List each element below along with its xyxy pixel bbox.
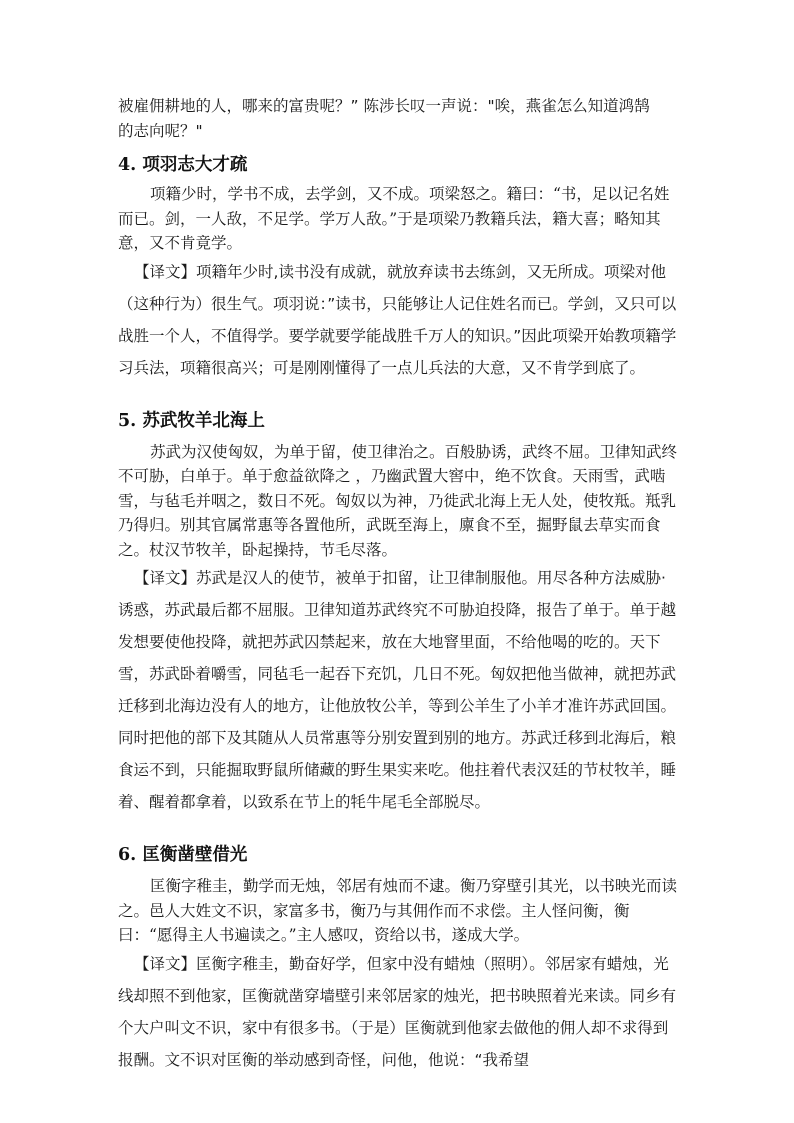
translation-tag: 【译文】	[134, 954, 197, 973]
section-4	[118, 152, 678, 384]
document-page	[118, 94, 678, 1076]
section-heading: 4. 项羽志大才疏	[118, 155, 248, 175]
section-5	[118, 408, 678, 819]
intro-paragraph	[118, 94, 678, 144]
classical-text: 匡衡字稚圭，勤学而无烛，邻居有烛而不逮。衡乃穿壁引其光，以书映光而读之。邑人大姓文不识，家富多书，衡乃与其佣作而不求偿。主人怪问衡，衡曰：“愿得主人书遍读之。”主人感叹，资给以书，遂成大学。	[118, 877, 678, 944]
intro-line-1: 被雇佣耕地的人，哪来的富贵呢？” 陈涉长叹一声说："唉，燕雀怎么知道鸿鹄	[118, 97, 650, 115]
intro-line-2: 的志向呢？"	[118, 122, 203, 140]
section-6	[118, 842, 678, 1076]
section-heading: 5. 苏武牧羊北海上	[118, 410, 265, 431]
translation-tag: 【译文】	[134, 262, 197, 281]
translation-body: 苏武是汉人的使节，被单于扣留，让卫律制服他。用尽各种方法威胁·诱惑，苏武最后都不屈服。卫律知道苏武终究不可胁迫投降，报告了单于。单于越发想要使他投降，就把苏武囚禁起来，放在大地窨里面，不给他喝的吃的。天下雪，苏武卧着嚼雪，同毡毛一起吞下充饥，几日不死。匈奴把他当做神，就把苏武迁移到北海边没有人的地方，让他放牧公羊，等到公羊生了小羊才准许苏武回国。同时把他的部下及其随从人员常惠等分别安置到别的地方。苏武迁移到北海后，粮食运不到，只能掘取野鼠所储藏的野生果实来吃。他拄着代表汉廷的节杖牧羊，睡着、醒着都拿着，以致系在节上的牦牛尾毛全部脱尽。	[118, 569, 677, 811]
translation-text	[118, 562, 678, 818]
translation-body: 匡衡字稚圭，勤奋好学，但家中没有蜡烛（照明）。邻居家有蜡烛，光线却照不到他家，匡衡就凿穿墙壁引来邻居家的烛光，把书映照着光来读。同乡有个大户叫文不识，家中有很多书。（于是）匡衡就到他家去做他的佣人却不求得到报酬。文不识对匡衡的举动感到奇怪，问他，他说：“我希望	[118, 954, 677, 1069]
translation-body: 项籍年少时,读书没有成就，就放弃读书去练剑，又无所成。项梁对他（这种行为）很生气。项羽说：”读书，只能够让人记住姓名而已。学剑，又只可以战胜一个人，不值得学。要学就要学能战胜千万人的知识。”因此项梁开始教项籍学习兵法，项籍很高兴；可是刚刚懂得了一点儿兵法的大意，又不肯学到底了。	[118, 262, 677, 377]
section-heading: 6. 匡衡凿壁借光	[118, 845, 248, 865]
classical-text: 项籍少时，学书不成，去学剑，又不成。项梁怒之。籍曰：“书，足以记名姓而已。剑，一人敌，不足学。学万人敌。”于是项梁乃教籍兵法，籍大喜；略知其意，又不肯竟学。	[118, 185, 670, 252]
translation-text	[118, 256, 678, 384]
translation-tag: 【译文】	[134, 569, 197, 587]
classical-text: 苏武为汉使匈奴，为单于留，使卫律治之。百般胁诱，武终不屈。卫律知武终不可胁，白单于。单于愈益欲降之 ，乃幽武置大窖中，绝不饮食。天雨雪，武啮雪，与毡毛并咽之，数日不死。匈奴以为神，乃徙武北海上无人处，使牧羝。羝乳乃得归。别其官属常惠等各置他所，武既至海上，廪食不至，掘野鼠去草实而食之。杖汉节牧羊，卧起操持，节毛尽落。	[118, 442, 678, 559]
translation-text	[118, 948, 678, 1076]
